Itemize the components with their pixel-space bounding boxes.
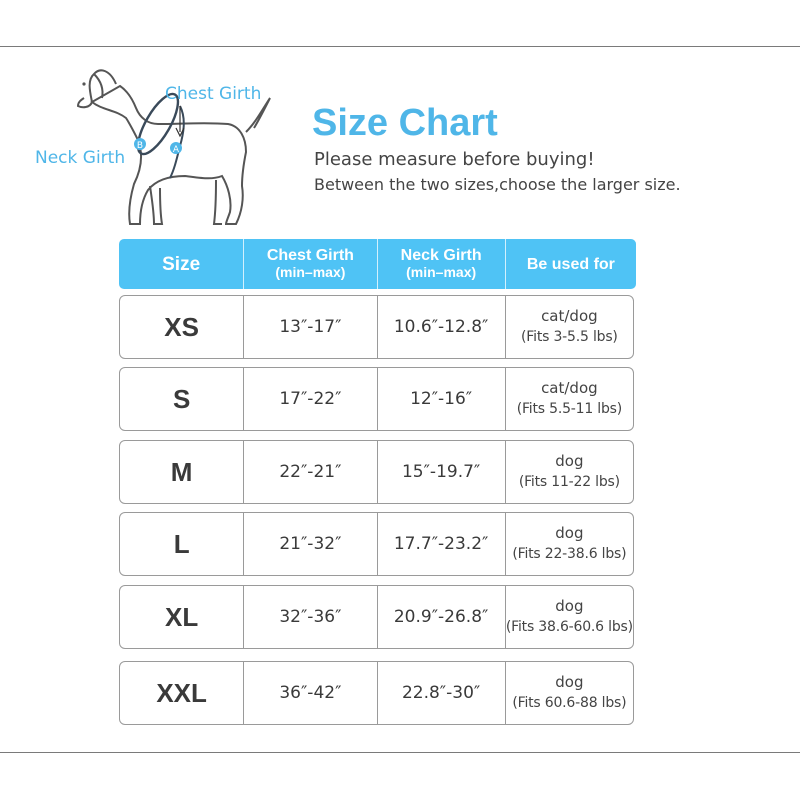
fits-text: (Fits 3-5.5 lbs) — [521, 329, 618, 345]
table-row — [119, 440, 634, 504]
size-cell: S — [172, 383, 191, 414]
header-neck-sub: (min–max) — [406, 264, 477, 280]
size-advice-note: Between the two sizes,choose the larger size. — [314, 175, 681, 194]
neck-girth-label: Neck Girth — [35, 148, 126, 168]
chest-cell: 36″-42″ — [243, 662, 376, 724]
used-for-text: dog — [555, 524, 584, 542]
chest-cell: 21″-32″ — [243, 513, 376, 575]
header-chest-sub: (min–max) — [275, 264, 346, 280]
used-for-cell — [505, 586, 633, 648]
header-chest-girth — [243, 239, 376, 289]
size-cell: L — [173, 528, 190, 559]
size-cell: XL — [165, 601, 199, 632]
page-title: Size Chart — [312, 102, 498, 144]
table-row — [119, 512, 634, 576]
table-row — [119, 295, 634, 359]
fits-text: (Fits 5.5-11 lbs) — [516, 401, 623, 417]
used-for-cell — [505, 441, 633, 503]
chest-cell: 32″-36″ — [243, 586, 376, 648]
chest-girth-label: Chest Girth — [165, 84, 262, 104]
used-for-text: dog — [555, 597, 584, 615]
used-for-text: dog — [555, 673, 584, 691]
neck-cell: 15″-19.7″ — [377, 441, 505, 503]
fits-text: (Fits 11-22 lbs) — [518, 474, 620, 490]
neck-cell: 22.8″-30″ — [377, 662, 505, 724]
header-size — [119, 239, 243, 289]
fits-text: (Fits 38.6-60.6 lbs) — [505, 619, 633, 635]
table-row — [119, 367, 634, 431]
table-row — [119, 661, 634, 725]
header-chest-label: Chest Girth — [266, 247, 354, 264]
fits-text: (Fits 60.6-88 lbs) — [512, 695, 627, 711]
chest-cell: 22″-21″ — [243, 441, 376, 503]
used-for-cell — [505, 662, 633, 724]
bottom-divider — [0, 752, 800, 753]
used-for-cell — [505, 296, 633, 358]
header-used-for-label: Be used for — [526, 255, 615, 273]
size-cell: XS — [164, 311, 199, 342]
chest-cell: 13″-17″ — [243, 296, 376, 358]
used-for-cell — [505, 513, 633, 575]
header-neck-girth — [377, 239, 505, 289]
neck-cell: 20.9″-26.8″ — [377, 586, 505, 648]
header-used-for — [505, 239, 636, 289]
table-header — [119, 239, 636, 289]
neck-cell: 12″-16″ — [377, 368, 505, 430]
used-for-text: cat/dog — [541, 307, 598, 325]
header-size-label: Size — [162, 253, 201, 275]
fits-text: (Fits 22-38.6 lbs) — [512, 546, 627, 562]
size-cell: M — [170, 456, 193, 487]
marker-b-text: B — [136, 141, 144, 151]
used-for-text: dog — [555, 452, 584, 470]
top-divider — [0, 46, 800, 47]
used-for-cell — [505, 368, 633, 430]
dog-measurement-diagram — [30, 62, 280, 232]
table-row — [119, 585, 634, 649]
used-for-text: cat/dog — [541, 379, 598, 397]
chest-cell: 17″-22″ — [243, 368, 376, 430]
neck-cell: 17.7″-23.2″ — [377, 513, 505, 575]
size-cell: XXL — [156, 677, 207, 708]
marker-a-text: A — [172, 145, 180, 155]
neck-cell: 10.6″-12.8″ — [377, 296, 505, 358]
header-neck-label: Neck Girth — [400, 247, 482, 264]
measure-note: Please measure before buying! — [314, 149, 595, 170]
